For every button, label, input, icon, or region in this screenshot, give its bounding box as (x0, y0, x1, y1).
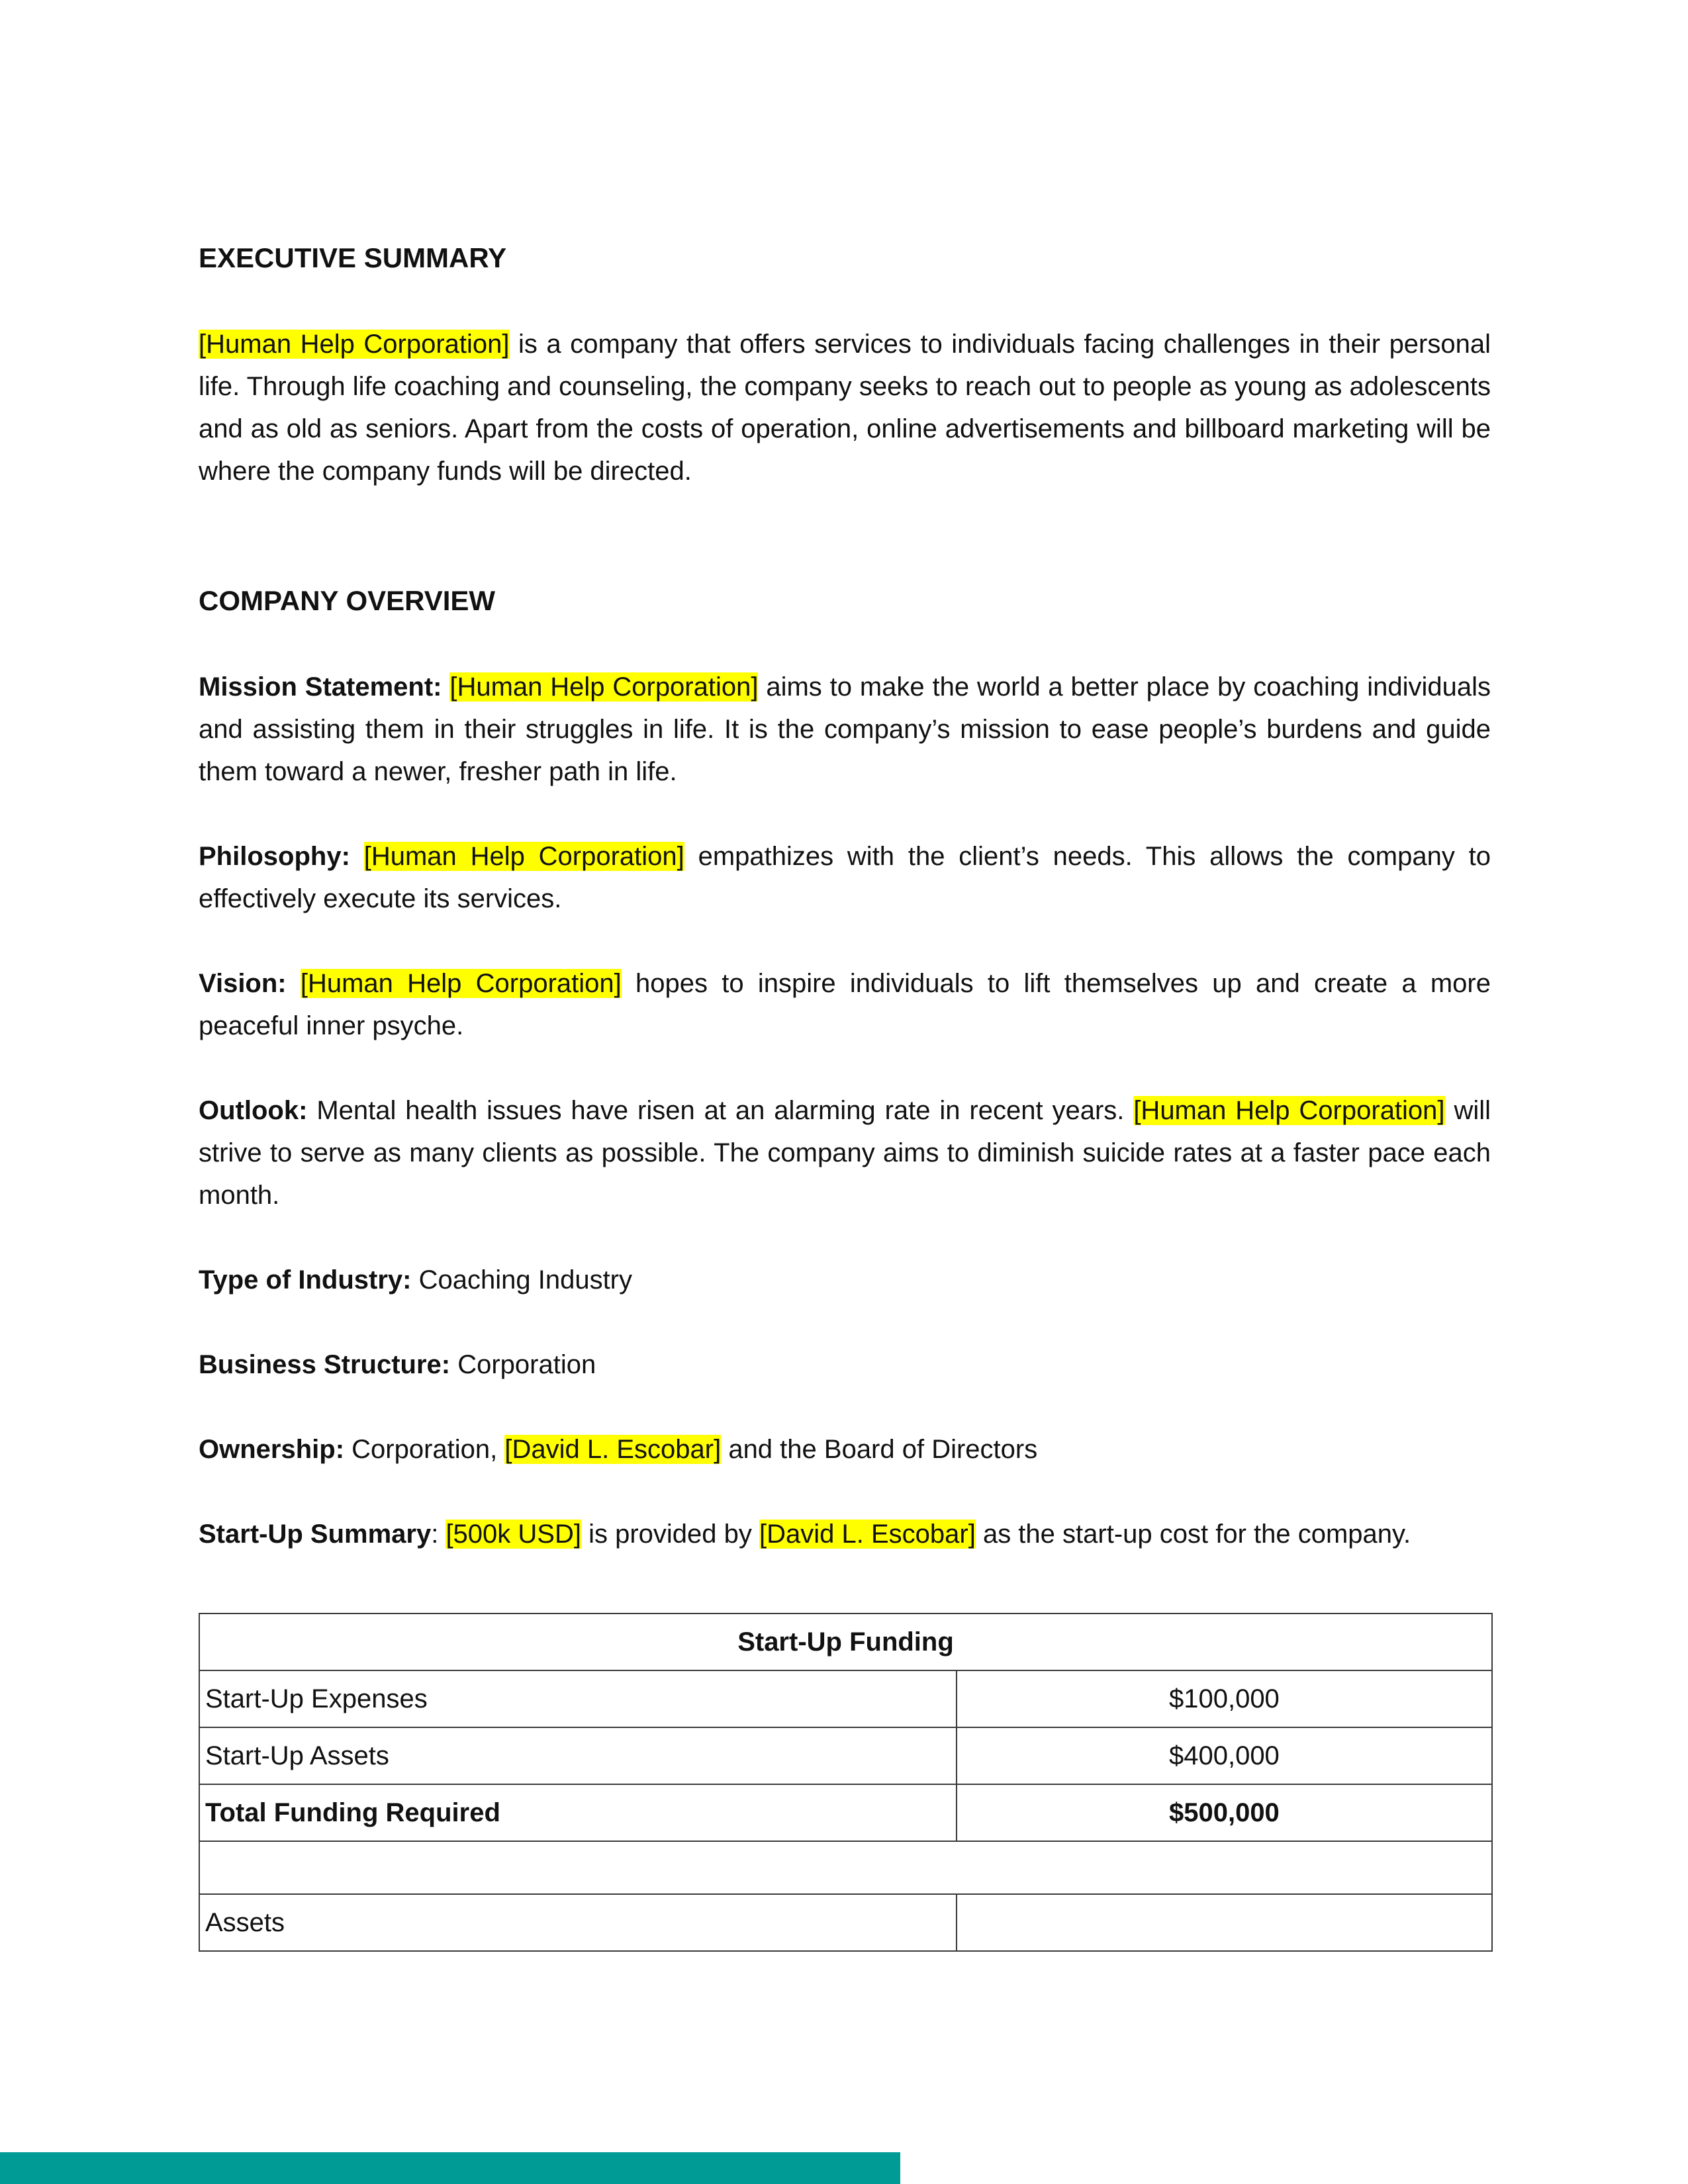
ownership-text-before: Corporation, (344, 1435, 505, 1464)
outlook-paragraph (199, 1089, 1491, 1216)
empty-cell (199, 1841, 1492, 1894)
executive-summary-heading: EXECUTIVE SUMMARY (199, 242, 507, 273)
outlook-text-after: will strive to serve as many clients as possible. The company aims to diminish suicide rates at a faster pace each month. (199, 1096, 1491, 1210)
business-structure-value: Corporation (450, 1350, 596, 1379)
mission-statement-paragraph (199, 666, 1491, 793)
vision-label: Vision: (199, 969, 287, 998)
owner-name-highlight: [David L. Escobar] (504, 1435, 722, 1464)
footer-accent-bar (0, 2152, 900, 2184)
business-structure-line (199, 1343, 1491, 1386)
row-label: Total Funding Required (199, 1784, 957, 1841)
company-overview-heading: COMPANY OVERVIEW (199, 585, 496, 616)
row-label: Start-Up Expenses (199, 1670, 957, 1727)
row-label: Assets (199, 1894, 957, 1951)
document-page (199, 238, 1491, 1555)
table-row (199, 1670, 1492, 1727)
mission-text: aims to make the world a better place by coaching individuals and assisting them in their struggles in life. It is the company’s mission to ease people’s burdens and guide them toward a newer, fresher path in life. (199, 672, 1491, 786)
table-empty-row (199, 1841, 1492, 1894)
startup-summary-text-mid: is provided by (581, 1520, 759, 1549)
table-header-row (199, 1614, 1492, 1670)
business-structure-label: Business Structure: (199, 1350, 451, 1379)
outlook-label: Outlook: (199, 1096, 308, 1125)
startup-summary-text-after: as the start-up cost for the company. (975, 1520, 1411, 1549)
company-name-highlight: [Human Help Corporation] (199, 330, 510, 359)
vision-paragraph (199, 962, 1491, 1047)
ownership-text-after: and the Board of Directors (721, 1435, 1038, 1464)
row-value (957, 1894, 1492, 1951)
row-value: $100,000 (957, 1670, 1492, 1727)
executive-summary-text: is a company that offers services to individuals facing challenges in their personal life. Through life coaching and counseling, the company seeks to reach out to people as young as adolescents and as old as seniors. Apart from the costs of operation, online advertisements and billboard marketing will be where the company funds will be directed. (199, 330, 1491, 486)
outlook-text-before: Mental health issues have risen at an alarming rate in recent years. (307, 1096, 1134, 1125)
industry-line (199, 1259, 1491, 1301)
startup-summary-line (199, 1513, 1491, 1555)
company-name-highlight: [Human Help Corporation] (300, 969, 622, 998)
table-row (199, 1727, 1492, 1784)
ownership-line (199, 1428, 1491, 1471)
company-name-highlight: [Human Help Corporation] (363, 842, 684, 871)
startup-funding-table (199, 1613, 1493, 1952)
table-title: Start-Up Funding (199, 1614, 1492, 1670)
vision-text: hopes to inspire individuals to lift themselves up and create a more peaceful inner psyche. (199, 969, 1491, 1040)
table-row-total (199, 1784, 1492, 1841)
row-value: $500,000 (957, 1784, 1492, 1841)
startup-summary-colon: : (431, 1520, 446, 1549)
ownership-label: Ownership: (199, 1435, 345, 1464)
owner-name-highlight: [David L. Escobar] (759, 1520, 976, 1549)
executive-summary-paragraph (199, 323, 1491, 492)
row-value: $400,000 (957, 1727, 1492, 1784)
company-name-highlight: [Human Help Corporation] (1133, 1096, 1445, 1125)
industry-value: Coaching Industry (411, 1265, 632, 1295)
row-label: Start-Up Assets (199, 1727, 957, 1784)
philosophy-paragraph (199, 835, 1491, 920)
company-name-highlight: [Human Help Corporation] (449, 672, 759, 702)
startup-amount-highlight: [500k USD] (445, 1520, 581, 1549)
startup-summary-label: Start-Up Summary (199, 1520, 432, 1549)
philosophy-text: empathizes with the client’s needs. This allows the company to effectively execute its services. (199, 842, 1491, 913)
mission-label: Mission Statement: (199, 672, 442, 702)
table-row (199, 1894, 1492, 1951)
philosophy-label: Philosophy: (199, 842, 350, 871)
industry-label: Type of Industry: (199, 1265, 412, 1295)
